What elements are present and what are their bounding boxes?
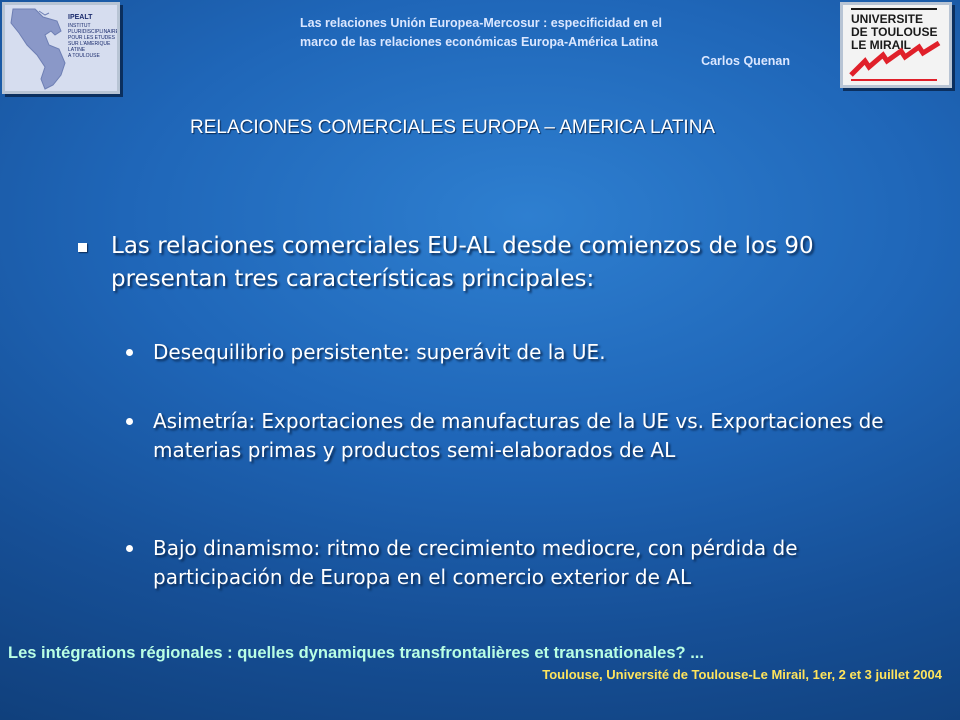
slide-title: RELACIONES COMERCIALES EUROPA – AMERICA LATINA xyxy=(190,117,716,138)
universite-toulouse-logo-icon xyxy=(843,5,949,85)
sub-bullet-1 xyxy=(126,338,916,367)
ipealt-logo xyxy=(2,2,120,94)
header-line-2: marco de las relaciones económicas Europa-América Latina xyxy=(300,35,658,49)
main-bullet-text: Las relaciones comerciales EU-AL desde comienzos de los 90 presentan tres características principales: xyxy=(111,233,814,292)
svg-text:IPEALT: IPEALT xyxy=(68,14,93,21)
round-bullet-icon xyxy=(126,545,133,552)
logo-line-1: UNIVERSITE xyxy=(851,12,924,26)
round-bullet-icon xyxy=(126,349,133,356)
svg-text:LATINE: LATINE xyxy=(68,47,86,53)
sub-bullet-text: Desequilibrio persistente: superávit de la UE. xyxy=(153,340,606,364)
presentation-header xyxy=(300,14,790,71)
svg-text:PLURIDISCIPLINAIRE: PLURIDISCIPLINAIRE xyxy=(68,29,117,35)
main-bullet xyxy=(78,230,898,296)
sub-bullet-2 xyxy=(126,407,916,465)
svg-text:INSTITUT: INSTITUT xyxy=(68,23,91,29)
svg-text:SUR L'AMERIQUE: SUR L'AMERIQUE xyxy=(68,41,111,47)
logo-line-2: DE TOULOUSE xyxy=(851,25,938,39)
round-bullet-icon xyxy=(126,418,133,425)
svg-text:POUR LES ETUDES: POUR LES ETUDES xyxy=(68,35,115,41)
latin-america-map-icon xyxy=(5,5,117,91)
header-author: Carlos Quenan xyxy=(701,54,790,68)
sub-bullet-text: Asimetría: Exportaciones de manufacturas de la UE vs. Exportaciones de materias primas y productos semi-elaborados de AL xyxy=(153,409,884,462)
university-logo xyxy=(840,2,952,88)
logo-line-3: LE MIRAIL xyxy=(851,38,911,52)
sub-bullet-text: Bajo dinamismo: ritmo de crecimiento mediocre, con pérdida de participación de Europa en el comercio exterior de AL xyxy=(153,536,798,589)
footer-venue-date: Toulouse, Université de Toulouse-Le Mirail, 1er, 2 et 3 juillet 2004 xyxy=(542,667,942,682)
header-line-1: Las relaciones Unión Europea-Mercosur : especificidad en el xyxy=(300,16,662,30)
square-bullet-icon xyxy=(78,243,87,252)
footer-conference-title: Les intégrations régionales : quelles dynamiques transfrontalières et transnationales? ... xyxy=(8,644,704,662)
sub-bullet-3 xyxy=(126,534,916,592)
svg-text:A TOULOUSE: A TOULOUSE xyxy=(68,53,100,59)
